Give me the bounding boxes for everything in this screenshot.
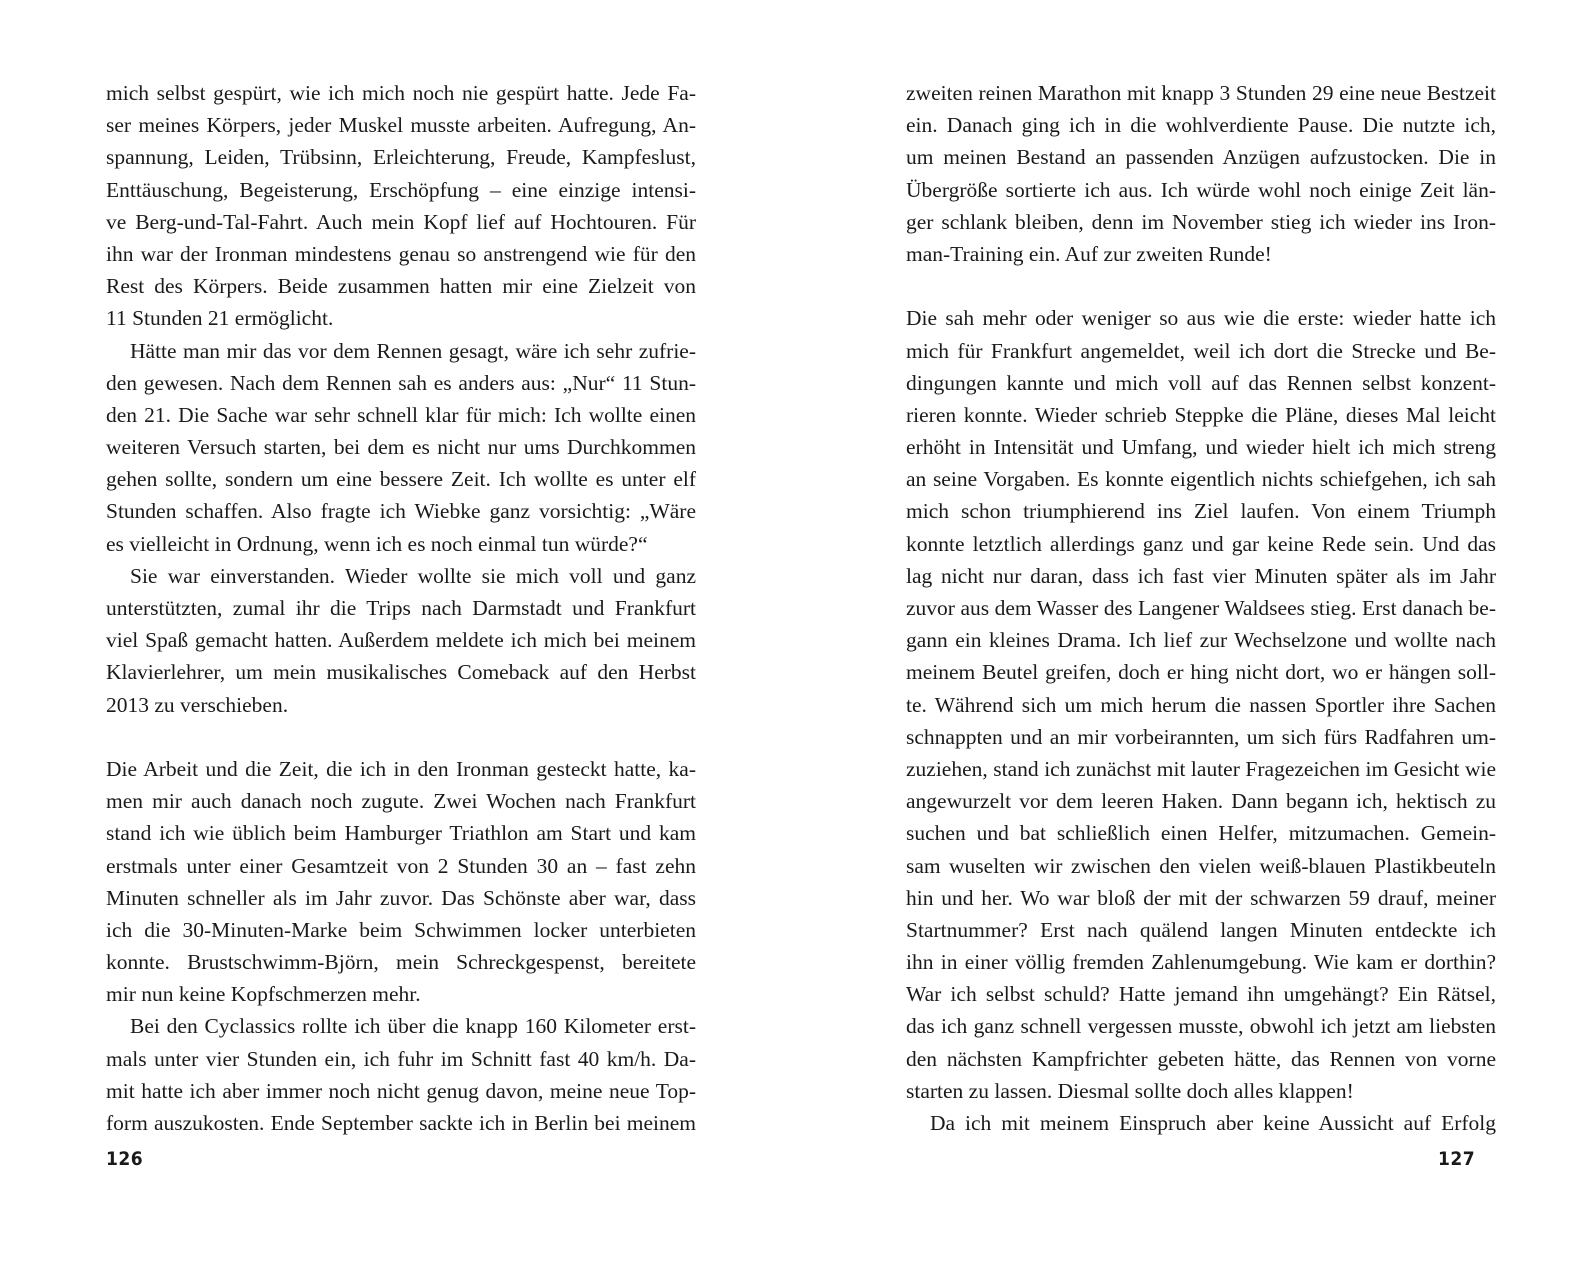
text-line: suchen und bat schließlich einen Helfer, mitzumachen. Gemein-: [906, 821, 1496, 846]
text-line: unterstützten, zumal ihr die Trips nach Darmstadt und Frankfurt: [106, 596, 696, 620]
text-line: angewurzelt vor dem leeren Haken. Dann begann ich, hektisch zu: [906, 789, 1496, 814]
text-line: War ich selbst schuld? Hatte jemand ihn umgehängt? Ein Rätsel,: [906, 982, 1496, 1007]
text-line: den gewesen. Nach dem Rennen sah es anders aus: „Nur“ 11 Stun-: [106, 370, 696, 395]
text-line: Rest des Körpers. Beide zusammen hatten mir eine Zielzeit von: [106, 274, 696, 299]
text-line: starten zu lassen. Diesmal sollte doch alles klappen!: [906, 1078, 1354, 1103]
paragraph-break: [906, 270, 1496, 302]
text-line: ser meines Körpers, jeder Muskel musste arbeiten. Aufregung, An-: [106, 113, 696, 138]
text-line: ein. Danach ging ich in die wohlverdiente Pause. Die nutzte ich,: [906, 113, 1496, 138]
text-line: zuvor aus dem Wasser des Langener Waldsees stieg. Erst danach be-: [906, 596, 1496, 620]
text-line: Klavierlehrer, um mein musikalisches Comeback auf den Herbst: [106, 660, 696, 685]
text-line: Die Arbeit und die Zeit, die ich in den Ironman gesteckt hatte, ka-: [106, 756, 696, 781]
text-line: mich schon triumphierend ins Ziel laufen. Von einem Triumph: [906, 499, 1496, 524]
text-line: den nächsten Kampfrichter gebeten hätte, das Rennen von vorne: [906, 1046, 1496, 1071]
text-line: Sie war einverstanden. Wieder wollte sie mich voll und ganz: [130, 563, 696, 588]
text-line: mit hatte ich aber immer noch nicht genug davon, meine neue Top-: [106, 1078, 696, 1103]
text-line: 2013 zu verschieben.: [106, 692, 289, 717]
text-line: an seine Vorgaben. Es konnte eigentlich nichts schiefgehen, ich sah: [906, 467, 1496, 492]
text-line: mals unter vier Stunden ein, ich fuhr im Schnitt fast 40 km/h. Da-: [106, 1046, 696, 1071]
text-line: ger schlank bleiben, denn im November stieg ich wieder ins Iron-: [906, 209, 1496, 234]
text-line: viel Spaß gemacht hatten. Außerdem meldete ich mich bei meinem: [106, 628, 696, 653]
text-line: gehen sollte, sondern um eine bessere Zeit. Ich wollte es unter elf: [106, 467, 696, 492]
text-line: konnte. Brustschwimm-Björn, mein Schreckgespenst, bereitete: [106, 950, 696, 975]
left-page-text: [106, 77, 696, 1139]
text-line: schnappten und an mir vorbeirannten, um sich fürs Radfahren um-: [906, 724, 1496, 749]
text-line: den 21. Die Sache war sehr schnell klar für mich: Ich wollte einen: [106, 402, 696, 427]
page-number-right: 127: [1438, 1148, 1476, 1170]
text-line: Übergröße sortierte ich aus. Ich würde wohl noch einige Zeit län-: [906, 177, 1496, 202]
text-line: mich selbst gespürt, wie ich mich noch nie gespürt hatte. Jede Fa-: [106, 81, 696, 105]
text-line: konnte letztlich allerdings ganz und gar keine Rede sein. Und das: [906, 531, 1496, 556]
text-line: Bei den Cyclassics rollte ich über die knapp 160 Kilometer erst-: [130, 1014, 696, 1039]
text-line: sam wuselten wir zwischen den vielen weiß-blauen Plastikbeuteln: [906, 853, 1496, 878]
text-line: mir nun keine Kopfschmerzen mehr.: [106, 982, 421, 1007]
text-line: men mir auch danach noch zugute. Zwei Wochen nach Frankfurt: [106, 789, 696, 814]
text-line: erhöht in Intensität und Umfang, und wieder hielt ich mich streng: [906, 435, 1496, 460]
text-line: weiteren Versuch starten, bei dem es nicht nur ums Durchkommen: [106, 435, 696, 460]
text-line: spannung, Leiden, Trübsinn, Erleichterung, Freude, Kampfeslust,: [106, 145, 696, 170]
text-line: zuziehen, stand ich zunächst mit lauter Fragezeichen im Gesicht wie: [906, 756, 1496, 781]
text-line: Stunden schaffen. Also fragte ich Wiebke ganz vorsichtig: „Wäre: [106, 499, 696, 524]
text-line: erstmals unter einer Gesamtzeit von 2 Stunden 30 an – fast zehn: [106, 853, 696, 878]
text-line: form auszukosten. Ende September sackte ich in Berlin bei meinem: [106, 1111, 696, 1135]
text-line: rieren konnte. Wieder schrieb Steppke die Pläne, dieses Mal leicht: [906, 402, 1496, 427]
text-line: stand ich wie üblich beim Hamburger Triathlon am Start und kam: [106, 821, 696, 846]
text-line: te. Während sich um mich herum die nassen Sportler ihre Sachen: [906, 692, 1496, 717]
paragraph-break: [106, 721, 696, 753]
text-line: ich die 30-Minuten-Marke beim Schwimmen locker unterbieten: [106, 917, 696, 942]
right-page-text: [906, 77, 1496, 1139]
text-line: dingungen kannte und mich voll auf das Rennen selbst konzent-: [906, 370, 1496, 395]
text-line: hin und her. Wo war bloß der mit der schwarzen 59 drauf, meiner: [906, 885, 1496, 910]
text-line: ihn in einer völlig fremden Zahlenumgebung. Wie kam er dorthin?: [906, 950, 1496, 975]
text-line: 11 Stunden 21 ermöglicht.: [106, 306, 334, 331]
text-line: man-Training ein. Auf zur zweiten Runde!: [906, 241, 1272, 266]
text-line: Enttäuschung, Begeisterung, Erschöpfung – eine einzige intensi-: [106, 177, 696, 202]
text-line: Minuten schneller als im Jahr zuvor. Das Schönste aber war, dass: [106, 885, 696, 910]
text-line: Hätte man mir das vor dem Rennen gesagt, wäre ich sehr zufrie-: [130, 338, 696, 363]
text-line: ve Berg-und-Tal-Fahrt. Auch mein Kopf lief auf Hochtouren. Für: [106, 209, 696, 234]
page-number-left: 126: [106, 1148, 144, 1170]
text-line: mich für Frankfurt angemeldet, weil ich dort die Strecke und Be-: [906, 338, 1496, 363]
text-line: ihn war der Ironman mindestens genau so anstrengend wie für den: [106, 241, 696, 266]
text-line: lag nicht nur daran, dass ich fast vier Minuten später als im Jahr: [906, 563, 1496, 588]
text-line: Die sah mehr oder weniger so aus wie die erste: wieder hatte ich: [906, 306, 1496, 331]
text-line: das ich ganz schnell vergessen musste, obwohl ich jetzt am liebsten: [906, 1014, 1496, 1039]
text-line: meinem Beutel greifen, doch er hing nicht dort, wo er hängen soll-: [906, 660, 1496, 685]
text-line: Da ich mit meinem Einspruch aber keine Aussicht auf Erfolg: [930, 1111, 1496, 1135]
text-line: Startnummer? Erst nach quälend langen Minuten entdeckte ich: [906, 917, 1496, 942]
text-line: es vielleicht in Ordnung, wenn ich es noch einmal tun würde?“: [106, 531, 648, 556]
text-line: gann ein kleines Drama. Ich lief zur Wechselzone und wollte nach: [906, 628, 1496, 653]
text-line: zweiten reinen Marathon mit knapp 3 Stunden 29 eine neue Bestzeit: [906, 81, 1496, 105]
text-line: um meinen Bestand an passenden Anzügen aufzustocken. Die in: [906, 145, 1496, 170]
